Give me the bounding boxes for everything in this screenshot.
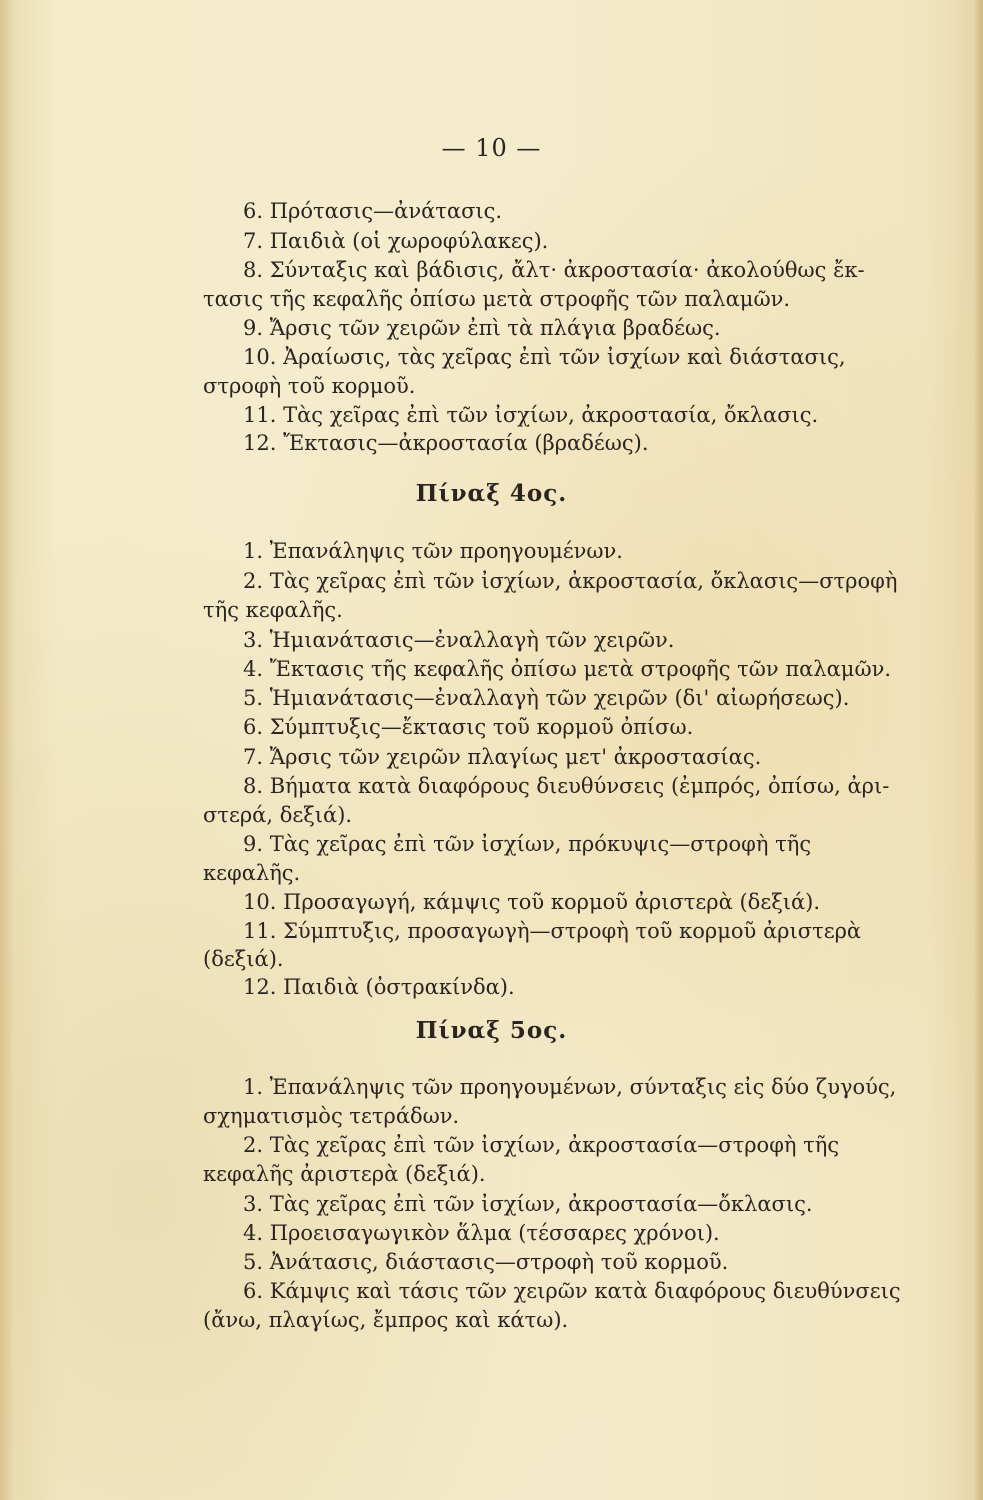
list-item: 10. Προσαγωγή, κάμψις τοῦ κορμοῦ ἀριστερὰ (δεξιά). — [243, 890, 821, 914]
list-item: 2. Τὰς χεῖρας ἐπὶ τῶν ἰσχίων, ἀκροστασία, ὄκλασις—στροφὴ — [243, 569, 898, 593]
list-item: 10. Ἀραίωσις, τὰς χεῖρας ἐπὶ τῶν ἰσχίων καὶ διάστασις, — [243, 345, 846, 369]
list-item-continuation: στροφὴ τοῦ κορμοῦ. — [203, 374, 416, 398]
section-4-heading: Πίναξ 4ος. — [415, 480, 568, 507]
list-item: 3. Ἡμιανάτασις—ἐναλλαγὴ τῶν χειρῶν. — [243, 628, 675, 652]
page-left-edge-shadow — [0, 0, 14, 1500]
list-item: 6. Σύμπτυξις—ἔκτασις τοῦ κορμοῦ ὀπίσω. — [243, 715, 694, 739]
list-item-continuation: σχηματισμὸς τετράδων. — [203, 1104, 460, 1128]
list-item: 1. Ἐπανάληψις τῶν προηγουμένων. — [243, 539, 623, 563]
list-item: 11. Τὰς χεῖρας ἐπὶ τῶν ἰσχίων, ἀκροστασία, ὄκλασις. — [243, 403, 819, 427]
list-item: 12. Παιδιὰ (ὀστρακίνδα). — [243, 975, 515, 999]
list-item-continuation: τασις τῆς κεφαλῆς ὀπίσω μετὰ στροφῆς τῶν παλαμῶν. — [203, 287, 791, 311]
list-item: 1. Ἐπανάληψις τῶν προηγουμένων, σύνταξις εἰς δύο ζυγούς, — [243, 1075, 897, 1099]
list-item-continuation: κεφαλῆς ἀριστερὰ (δεξιά). — [203, 1162, 486, 1186]
list-item: 5. Ἀνάτασις, διάστασις—στροφὴ τοῦ κορμοῦ. — [243, 1250, 729, 1274]
list-item: 8. Σύνταξις καὶ βάδισις, ἄλτ· ἀκροστασία· ἀκολούθως ἔκ- — [243, 258, 865, 282]
list-item: 8. Βήματα κατὰ διαφόρους διευθύνσεις (ἐμπρός, ὀπίσω, ἀρι- — [243, 774, 890, 798]
list-item: 7. Παιδιὰ (οἱ χωροφύλακες). — [243, 229, 549, 253]
list-item: 9. Τὰς χεῖρας ἐπὶ τῶν ἰσχίων, πρόκυψις—στροφὴ τῆς — [243, 832, 812, 856]
list-item-continuation: στερά, δεξιά). — [203, 803, 353, 827]
list-item: 12. Ἔκτασις—ἀκροστασία (βραδέως). — [243, 431, 649, 455]
list-item-continuation: κεφαλῆς. — [203, 861, 301, 885]
page-number: — 10 — — [441, 134, 542, 162]
list-item: 6. Πρότασις—ἀνάτασις. — [243, 199, 503, 223]
list-item: 11. Σύμπτυξις, προσαγωγὴ—στροφὴ τοῦ κορμοῦ ἀριστερὰ — [243, 919, 862, 943]
list-item: 2. Τὰς χεῖρας ἐπὶ τῶν ἰσχίων, ἀκροστασία—στροφὴ τῆς — [243, 1133, 840, 1157]
list-item: 6. Κάμψις καὶ τάσις τῶν χειρῶν κατὰ διαφόρους διευθύνσεις — [243, 1279, 901, 1303]
list-item: 3. Τὰς χεῖρας ἐπὶ τῶν ἰσχίων, ἀκροστασία—ὄκλασις. — [243, 1192, 813, 1216]
list-item-continuation: (ἄνω, πλαγίως, ἔμπρος καὶ κάτω). — [203, 1308, 569, 1332]
list-item: 7. Ἄρσις τῶν χειρῶν πλαγίως μετ' ἀκροστασίας. — [243, 745, 762, 769]
section-5-heading: Πίναξ 5ος. — [415, 1017, 568, 1044]
list-item: 4. Ἔκτασις τῆς κεφαλῆς ὀπίσω μετὰ στροφῆς τῶν παλαμῶν. — [243, 657, 892, 681]
page-right-edge-shadow — [973, 0, 983, 1500]
list-item-continuation: (δεξιά). — [203, 947, 284, 971]
list-item-continuation: τῆς κεφαλῆς. — [203, 598, 343, 622]
list-item: 4. Προεισαγωγικὸν ἅλμα (τέσσαρες χρόνοι). — [243, 1221, 720, 1245]
list-item: 5. Ἡμιανάτασις—ἐναλλαγὴ τῶν χειρῶν (δι' αἰωρήσεως). — [243, 686, 850, 710]
list-item: 9. Ἄρσις τῶν χειρῶν ἐπὶ τὰ πλάγια βραδέως. — [243, 316, 721, 340]
